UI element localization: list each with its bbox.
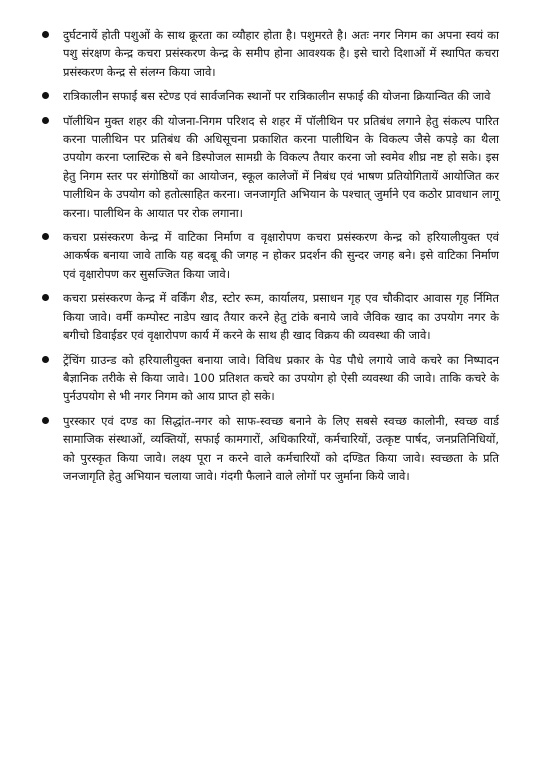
bullet-icon: [42, 233, 49, 240]
bullet-icon: [42, 117, 49, 124]
item-text: ट्रेंचिंग ग्राउन्ड को हरियालीयुक्त बनाया जावे। विविध प्रकार के पेड पौधे लगाये जावे कचरे का निष्पादन बैज्ञानिक तरीके से किया जावे। 100 प्रतिशत कचरे का उपयोग हो ऐसी व्यवस्था की जावे। ताकि कचरे के पुर्नउपयोग से भी नगर निगम को आय प्राप्त हो सके।: [63, 352, 499, 404]
bullet-list: [40, 26, 499, 485]
item-text: कचरा प्रसंस्करण केन्द्र में वर्किंग शैड, स्टोर रूम, कार्यालय, प्रसाधन गृह एव चौकीदार आवास गृह र्निमित किया जावे। वर्मी कम्पोस्ट नाडेप खाद तैयार करने हेतु टांके बनाये जावे जैविक खाद का उपयोग नगर के बगीचो डिवाईडर एवं वृक्षारोपण कार्य में करने के साथ ही खाद विक्रय की व्यवस्था की जावे।: [63, 291, 499, 343]
item-text: पॉलीथिन मुक्त शहर की योजना-निगम परिशद से शहर में पॉलीथिन पर प्रतिबंध लगाने हेतु संकल्प पारित करना पालीथिन पर प्रतिबंध की अधिसूचना प्रकाशित करना पालीथिन के विकल्प जैसे कपड़े का थैला उपयोग करना प्लास्टिक से बने डिस्पोजल सामग्री के विकल्प तैयार करना जो स्वमेव शीघ्र नष्ट हो सके। इस हेतु निगम स्तर पर संगोष्ठियों का आयोजन, स्कूल कालेजों में निबंध एवं भाषण प्रतियोगितायें आयोजित कर पालीथिन के उपयोग को हतोत्साहित करना। जनजागृति अभियान के पश्चात् जुर्माने एव कठोर प्रावधान लागू करना। पालीथिन के आयात पर रोक लगाना।: [63, 113, 499, 220]
item-text: पुरस्कार एवं दण्ड का सिद्धांत-नगर को साफ-स्वच्छ बनाने के लिए सबसे स्वच्छ कालोनी, स्वच्छ वार्ड सामाजिक संस्थाओं, व्यक्तियों, सफाई कामगारों, अधिकारियों, कर्मचारियों, उत्कृष्ट पार्षद, जनप्रतिनिधियों, को पुरस्कृत किया जावे। लक्ष्य पूरा न करने वाले कर्मचारियों को दण्डित किया जावे। स्वच्छता के प्रति जनजागृति हेतु अभियान चलाया जावे। गंदगी फैलाने वाले लोगों पर जुर्माना किये जावे।: [63, 413, 499, 483]
bullet-icon: [42, 92, 49, 99]
bullet-icon: [42, 31, 49, 38]
item-text: दुर्घटनायें होती पशुओं के साथ क्रूरता का व्यौहार होता है। पशुमरते है। अतः नगर निगम का अपना स्वयं का पशु संरक्षण केन्द्र कचरा प्रसंस्करण केन्द्र के समीप होना आवश्यक है। इसे चारो दिशाओं में स्थापित कचरा प्रसंस्करण केन्द्र से संलग्न किया जावे।: [63, 28, 499, 79]
list-item: [40, 26, 499, 81]
list-item: [40, 289, 499, 344]
bullet-icon: [42, 294, 49, 301]
list-item: [40, 112, 499, 222]
bullet-icon: [42, 417, 49, 424]
bullet-icon: [42, 356, 49, 363]
list-item: [40, 228, 499, 283]
list-item: [40, 87, 499, 105]
item-text: रात्रिकालीन सफाई बस स्टेण्ड एवं सार्वजनिक स्थानों पर रात्रिकालीन सफाई की योजना क्रियान्वित की जावे: [63, 89, 491, 104]
list-item: [40, 351, 499, 406]
list-item: [40, 412, 499, 486]
item-text: कचरा प्रसंस्करण केन्द्र में वाटिका निर्माण व वृक्षारोपण कचरा प्रसंस्करण केन्द्र को हरियालीयुक्त एवं आकर्षक बनाया जावे ताकि यह बदबू की जगह न होकर प्रदर्शन की सुन्दर जगह बने। इसे वाटिका निर्माण एवं वृक्षारोपण कर सुसज्जित किया जावे।: [63, 230, 499, 281]
